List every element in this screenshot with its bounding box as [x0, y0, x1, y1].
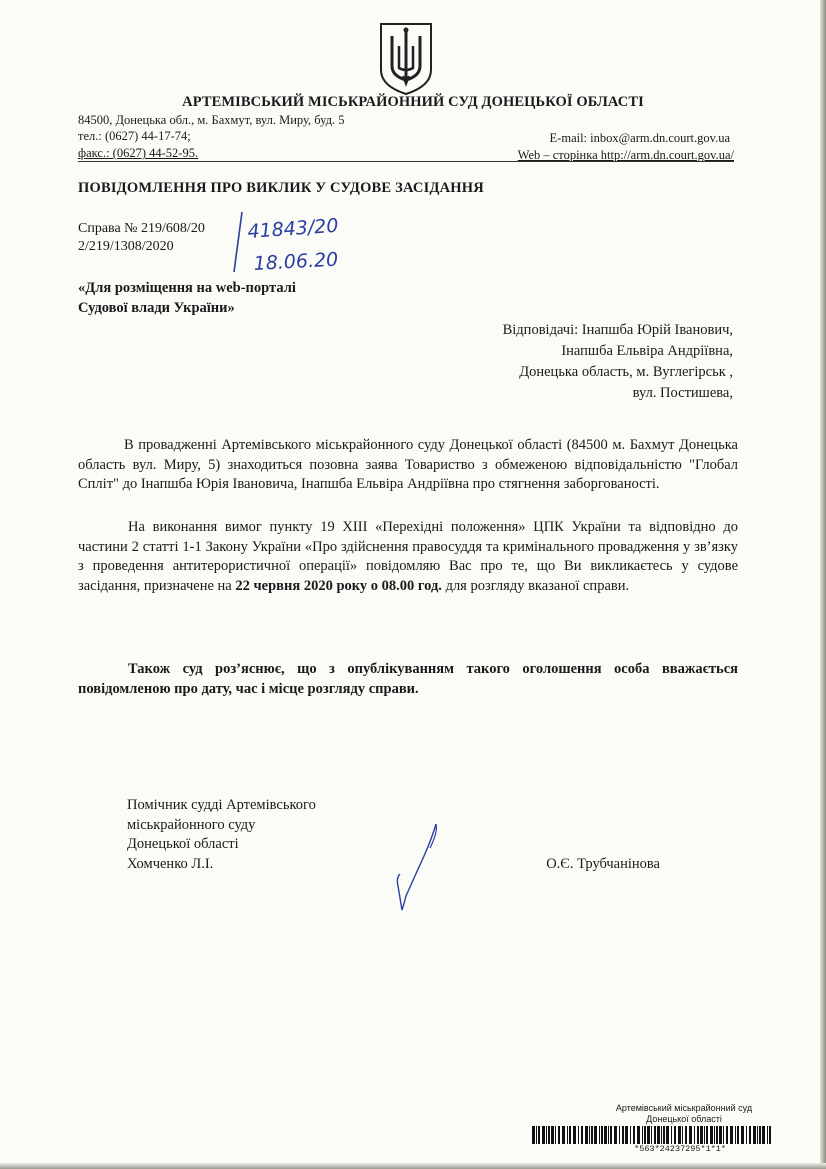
barcode-bar: [581, 1126, 583, 1144]
barcode-bar: [666, 1126, 669, 1144]
barcode-bar: [757, 1126, 758, 1144]
respondents-line4: вул. Постишева,: [632, 385, 733, 401]
barcode-bar: [619, 1126, 620, 1144]
barcode-bar: [585, 1126, 588, 1144]
barcode-bar: [735, 1126, 736, 1144]
publication-note-line1: «Для розміщення на web-порталі: [78, 280, 296, 296]
barcode-bar: [538, 1126, 540, 1144]
header-divider: [78, 161, 734, 162]
court-phone: тел.: (0627) 44-17-74;: [78, 129, 191, 143]
proceeding-number: 2/219/1308/2020: [78, 239, 174, 254]
barcode-bar: [644, 1126, 646, 1144]
barcode-bar: [633, 1126, 635, 1144]
signatory-position-line4: Хомченко Л.І.: [127, 855, 214, 872]
barcode-bar: [671, 1126, 672, 1144]
barcode-bar: [589, 1126, 590, 1144]
barcode-bar: [599, 1126, 600, 1144]
body-paragraph-3: Також суд роз’яснює, що з опублікуванням такого оголошення особа вважається повідомленою про дату, час і місце розгляду справи.: [78, 661, 738, 697]
scan-bottom-shadow: [0, 1163, 826, 1169]
barcode-bar: [685, 1126, 687, 1144]
barcode-bar: [558, 1126, 560, 1144]
barcode-bar: [730, 1126, 733, 1144]
barcode-bar: [608, 1126, 609, 1144]
barcode-bar: [548, 1126, 550, 1144]
barcode-bar: [532, 1126, 535, 1144]
signatory-position-line2: міськрайонного суду: [127, 816, 256, 833]
barcode-bar: [710, 1126, 713, 1144]
handwritten-registration-number: 41843/20: [246, 214, 340, 243]
barcode-bar: [678, 1126, 681, 1144]
body-paragraph-1: В провадженні Артемівського міськрайонного суду Донецької області (84500 м. Бахмут Донецька область вул. Миру, 5) знаходиться позовна заява Товариство з обмеженою відповідальністю "Глобал Спліт" до Інапшба Юрія Івановича, Інапшба Ельвіра Андріївна про стягнення заборгованості.: [78, 437, 738, 492]
barcode-bar: [591, 1126, 593, 1144]
barcode-bar: [637, 1126, 640, 1144]
barcode-bar: [726, 1126, 728, 1144]
barcode-bar: [716, 1126, 718, 1144]
barcode-text: *563*24237295*1*1*: [634, 1144, 726, 1154]
barcode-bar: [622, 1126, 624, 1144]
barcode-bar: [610, 1126, 612, 1144]
barcode-bar: [663, 1126, 665, 1144]
court-email: E-mail: inbox@arm.dn.court.gov.ua: [549, 131, 730, 145]
barcode-bar: [759, 1126, 761, 1144]
barcode-bar: [546, 1126, 547, 1144]
barcode-bar: [719, 1126, 722, 1144]
handwritten-signature: [386, 818, 446, 914]
registry-stamp-line1: Артемівський міськрайонний суд: [615, 1103, 753, 1113]
barcode-bar: [723, 1126, 724, 1144]
handwritten-registration-date: 18.06.20: [253, 248, 339, 275]
barcode-bar: [661, 1126, 662, 1144]
barcode-bar: [749, 1126, 751, 1144]
barcode-bar: [569, 1126, 571, 1144]
registry-stamp-line2: Донецької області: [646, 1114, 722, 1124]
respondents-line3: Донецька область, м. Вуглегірськ ,: [519, 364, 733, 380]
barcode-bar: [706, 1126, 708, 1144]
barcode-bar: [536, 1126, 537, 1144]
court-name: АРТЕМІВСЬКИЙ МІСЬКРАЙОННИЙ СУД ДОНЕЦЬКОЇ ОБЛАСТІ: [182, 94, 644, 110]
court-fax: факс.: (0627) 44-52-95.: [78, 146, 199, 160]
barcode-bar: [651, 1126, 652, 1144]
respondents-line1: Відповідачі: Інапшба Юрій Іванович,: [502, 322, 733, 338]
barcode-bar: [594, 1126, 597, 1144]
barcode-bar: [746, 1126, 747, 1144]
barcode-bar: [657, 1126, 660, 1144]
barcode-bar: [674, 1126, 676, 1144]
barcode-bar: [762, 1126, 765, 1144]
publication-note-line2: Судової влади України»: [78, 300, 235, 316]
barcode: [532, 1126, 774, 1144]
document-title: ПОВІДОМЛЕННЯ ПРО ВИКЛИК У СУДОВЕ ЗАСІДАННЯ: [78, 180, 484, 196]
barcode-bar: [697, 1126, 699, 1144]
paragraph-2-ending: для розгляду вказаної справи.: [441, 577, 630, 594]
handwritten-registration-mark: [228, 208, 348, 276]
barcode-bar: [642, 1126, 643, 1144]
barcode-bar: [567, 1126, 568, 1144]
barcode-bar: [555, 1126, 556, 1144]
barcode-bar: [682, 1126, 683, 1144]
barcode-bar: [694, 1126, 695, 1144]
court-website: Web – сторінка http://arm.dn.court.gov.ua/: [517, 148, 734, 162]
barcode-bar: [737, 1126, 739, 1144]
signatory-position-line3: Донецької області: [127, 836, 239, 852]
signatory-position: [127, 796, 316, 874]
barcode-bar: [689, 1126, 692, 1144]
barcode-bar: [654, 1126, 656, 1144]
registry-stamp: [594, 1103, 774, 1125]
body-paragraph-2: [78, 518, 738, 596]
barcode-bar: [542, 1126, 545, 1144]
barcode-bar: [753, 1126, 756, 1144]
scan-edge-shadow: [820, 0, 826, 1169]
barcode-bar: [647, 1126, 650, 1144]
barcode-bar: [700, 1126, 703, 1144]
signer-name: О.Є. Трубчанінова: [546, 856, 660, 872]
barcode-bar: [714, 1126, 715, 1144]
hearing-date: 22 червня 2020 року о 08.00 год.: [235, 577, 442, 594]
barcode-bar: [625, 1126, 628, 1144]
barcode-bar: [630, 1126, 631, 1144]
respondents-line2: Інапшба Ельвіра Андріївна,: [561, 343, 733, 359]
signatory-position-line1: Помічник судді Артемівського: [127, 797, 316, 813]
barcode-bar: [769, 1126, 771, 1144]
barcode-bar: [551, 1126, 554, 1144]
barcode-bar: [604, 1126, 607, 1144]
court-address: 84500, Донецька обл., м. Бахмут, вул. Миру, буд. 5: [78, 113, 345, 127]
barcode-bar: [767, 1126, 768, 1144]
barcode-bar: [562, 1126, 565, 1144]
barcode-bar: [741, 1126, 744, 1144]
barcode-bar: [704, 1126, 705, 1144]
barcode-bar: [578, 1126, 579, 1144]
paragraph-2-text: На виконання вимог пункту 19 XIII «Перехідні положення» ЦПК України та відповідно до частини 2 статті 1-1 Закону України «Про здійснення правосуддя та кримінального провадження у зв’язку з проведення антитерористичної операції» повідомляю Вас про те, що Ви викликаєтесь у судове засідання, призначене на: [78, 519, 738, 594]
barcode-bar: [614, 1126, 617, 1144]
case-number: Справа № 219/608/20: [78, 221, 205, 236]
barcode-bar: [573, 1126, 576, 1144]
coat-of-arms-icon: [379, 22, 433, 96]
barcode-bar: [601, 1126, 603, 1144]
